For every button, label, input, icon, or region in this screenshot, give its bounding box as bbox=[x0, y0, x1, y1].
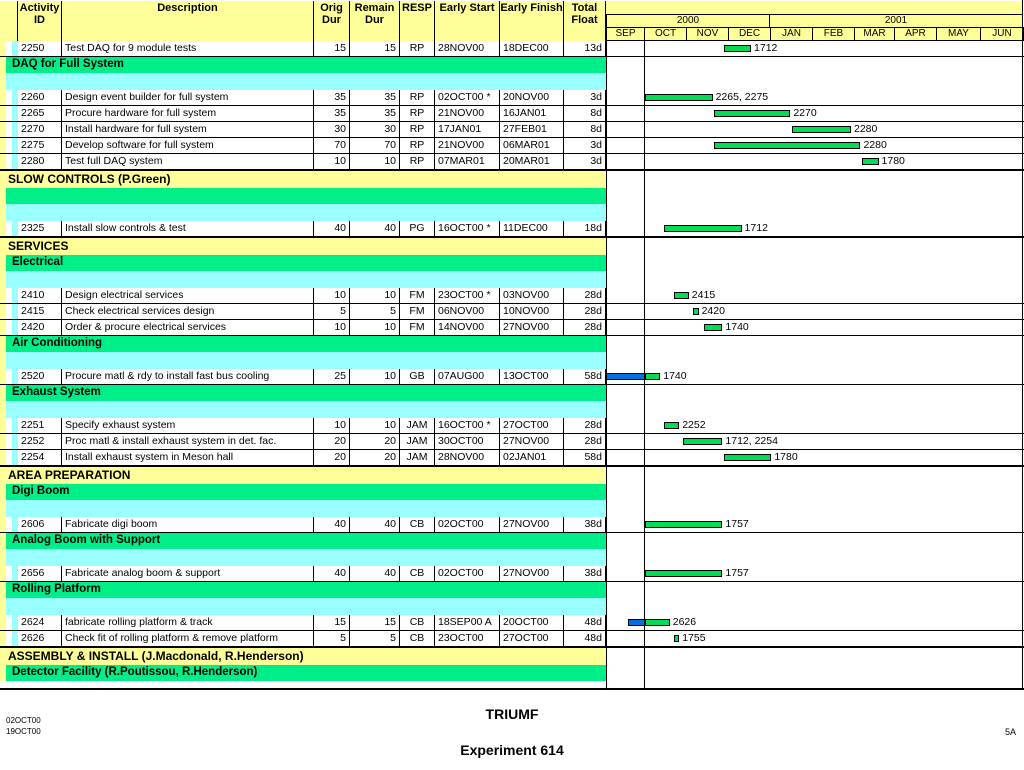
gantt-bar[interactable] bbox=[862, 158, 879, 165]
orig-dur: 70 bbox=[314, 138, 350, 153]
total-float: 38d bbox=[564, 566, 606, 581]
early-start: 28NOV00 bbox=[435, 450, 500, 465]
group-header[interactable] bbox=[0, 665, 606, 681]
activity-row[interactable] bbox=[0, 106, 1024, 122]
activity-id: 2270 bbox=[18, 122, 62, 137]
successor-label: 2420 bbox=[701, 305, 725, 317]
group-spacer bbox=[0, 271, 606, 288]
activity-id: 2626 bbox=[18, 631, 62, 646]
col-resp[interactable]: RESP bbox=[400, 1, 435, 41]
resp: GB bbox=[400, 369, 435, 384]
orig-dur: 10 bbox=[314, 418, 350, 433]
total-float: 58d bbox=[564, 369, 606, 384]
remain-dur: 20 bbox=[350, 434, 400, 449]
successor-label: 2280 bbox=[854, 123, 878, 135]
group-header[interactable] bbox=[0, 238, 606, 255]
resp: RP bbox=[400, 138, 435, 153]
group-spacer bbox=[0, 500, 606, 517]
early-finish: 27OCT00 bbox=[500, 418, 564, 433]
column-header bbox=[0, 0, 1024, 41]
total-float: 28d bbox=[564, 434, 606, 449]
group-header[interactable] bbox=[0, 648, 606, 665]
remain-dur: 10 bbox=[350, 288, 400, 303]
early-start: 16OCT00 * bbox=[435, 418, 500, 433]
successor-label: 1757 bbox=[725, 567, 749, 579]
col-early-start[interactable]: Early Start bbox=[435, 1, 500, 41]
activity-row[interactable] bbox=[0, 434, 1024, 450]
early-start: 21NOV00 bbox=[435, 106, 500, 121]
early-finish: 20OCT00 bbox=[500, 615, 564, 630]
successor-label: 2270 bbox=[793, 107, 817, 119]
activity-id: 2420 bbox=[18, 320, 62, 335]
gantt-bar[interactable] bbox=[792, 126, 851, 133]
early-finish: 27NOV00 bbox=[500, 434, 564, 449]
total-float: 8d bbox=[564, 122, 606, 137]
activity-row[interactable] bbox=[0, 631, 1024, 647]
activity-description: Procure hardware for full system bbox=[62, 106, 314, 121]
gantt-bar[interactable] bbox=[645, 619, 669, 626]
orig-dur: 40 bbox=[314, 566, 350, 581]
group-spacer bbox=[0, 598, 606, 615]
remain-dur: 15 bbox=[350, 41, 400, 56]
early-start: 17JAN01 bbox=[435, 122, 500, 137]
progress-bar[interactable] bbox=[606, 373, 645, 380]
group-header[interactable] bbox=[0, 171, 606, 188]
total-float: 18d bbox=[564, 221, 606, 236]
total-float: 3d bbox=[564, 138, 606, 153]
activity-id: 2520 bbox=[18, 369, 62, 384]
orig-dur: 5 bbox=[314, 304, 350, 319]
activity-id: 2251 bbox=[18, 418, 62, 433]
footer bbox=[0, 688, 1024, 770]
wbs-title: SLOW CONTROLS (P.Green) bbox=[8, 172, 171, 186]
activity-description: Test DAQ for 9 module tests bbox=[62, 41, 314, 56]
successor-label: 2626 bbox=[672, 616, 697, 628]
activity-description: Fabricate digi boom bbox=[62, 517, 314, 532]
col-activity-id[interactable]: Activity ID bbox=[18, 1, 62, 41]
resp: RP bbox=[400, 90, 435, 105]
early-finish: 11DEC00 bbox=[500, 221, 564, 236]
resp: RP bbox=[400, 154, 435, 169]
group-header[interactable] bbox=[0, 582, 606, 598]
orig-dur: 35 bbox=[314, 106, 350, 121]
year-2001: 2001 bbox=[769, 14, 1023, 28]
resp: PG bbox=[400, 221, 435, 236]
gantt-bar[interactable] bbox=[645, 570, 722, 577]
activity-row[interactable] bbox=[0, 138, 1024, 154]
early-finish: 27FEB01 bbox=[500, 122, 564, 137]
activity-description: Test full DAQ system bbox=[62, 154, 314, 169]
early-finish: 06MAR01 bbox=[500, 138, 564, 153]
activity-id: 2656 bbox=[18, 566, 62, 581]
gantt-bar[interactable] bbox=[664, 422, 679, 429]
wbs-title: ASSEMBLY & INSTALL (J.Macdonald, R.Henderson) bbox=[8, 649, 304, 663]
early-start: 23OCT00 * bbox=[435, 288, 500, 303]
gantt-bar[interactable] bbox=[674, 635, 679, 642]
successor-label: 1712 bbox=[744, 222, 768, 234]
activity-row[interactable] bbox=[0, 304, 1024, 320]
header-spacer bbox=[0, 1, 18, 41]
orig-dur: 30 bbox=[314, 122, 350, 137]
orig-dur: 10 bbox=[314, 320, 350, 335]
early-start: 30OCT00 bbox=[435, 434, 500, 449]
activity-description: Fabricate analog boom & support bbox=[62, 566, 314, 581]
gantt-bar[interactable] bbox=[645, 373, 660, 380]
group-header[interactable] bbox=[0, 533, 606, 549]
gantt-bar[interactable] bbox=[645, 94, 712, 101]
gantt-bar[interactable] bbox=[724, 45, 751, 52]
activity-row[interactable] bbox=[0, 221, 1024, 237]
successor-label: 1780 bbox=[881, 155, 905, 167]
remain-dur: 10 bbox=[350, 418, 400, 433]
wbs-subtitle: DAQ for Full System bbox=[12, 58, 124, 70]
activity-description: Install hardware for full system bbox=[62, 122, 314, 137]
activity-row[interactable] bbox=[0, 615, 1024, 631]
chart-right-border bbox=[1022, 0, 1023, 688]
activity-description: Order & procure electrical services bbox=[62, 320, 314, 335]
month-nov: NOV bbox=[686, 27, 729, 41]
early-finish: 27OCT00 bbox=[500, 631, 564, 646]
activity-row[interactable] bbox=[0, 288, 1024, 304]
group-header[interactable] bbox=[0, 336, 606, 352]
col-description[interactable]: Description bbox=[62, 1, 314, 41]
activity-id: 2410 bbox=[18, 288, 62, 303]
wbs-subtitle: Analog Boom with Support bbox=[12, 534, 161, 546]
total-float: 28d bbox=[564, 304, 606, 319]
resp: CB bbox=[400, 615, 435, 630]
gantt-bar[interactable] bbox=[714, 142, 860, 149]
activity-description: Install exhaust system in Meson hall bbox=[62, 450, 314, 465]
early-finish: 20MAR01 bbox=[500, 154, 564, 169]
early-finish: 20NOV00 bbox=[500, 90, 564, 105]
gantt-bar[interactable] bbox=[674, 292, 689, 299]
col-early-finish[interactable]: Early Finish bbox=[500, 1, 564, 41]
wbs-subtitle: Exhaust System bbox=[12, 386, 101, 398]
orig-dur: 10 bbox=[314, 154, 350, 169]
remain-dur: 20 bbox=[350, 450, 400, 465]
orig-dur: 5 bbox=[314, 631, 350, 646]
footer-date-1: 02OCT00 bbox=[6, 716, 41, 725]
orig-dur: 25 bbox=[314, 369, 350, 384]
activity-id: 2415 bbox=[18, 304, 62, 319]
orig-dur: 40 bbox=[314, 221, 350, 236]
resp: CB bbox=[400, 517, 435, 532]
activity-id: 2606 bbox=[18, 517, 62, 532]
total-float: 3d bbox=[564, 90, 606, 105]
month-dec: DEC bbox=[728, 27, 771, 41]
early-start: 21NOV00 bbox=[435, 138, 500, 153]
wbs-subtitle: Electrical bbox=[12, 256, 64, 268]
remain-dur: 70 bbox=[350, 138, 400, 153]
orig-dur: 20 bbox=[314, 434, 350, 449]
successor-label: 2252 bbox=[682, 419, 706, 431]
group-header[interactable] bbox=[0, 467, 606, 484]
remain-dur: 40 bbox=[350, 517, 400, 532]
remain-dur: 10 bbox=[350, 320, 400, 335]
total-float: 13d bbox=[564, 41, 606, 56]
early-finish: 18DEC00 bbox=[500, 41, 564, 56]
early-finish: 13OCT00 bbox=[500, 369, 564, 384]
col-remain-dur[interactable]: Remain Dur bbox=[350, 1, 400, 41]
activity-id: 2260 bbox=[18, 90, 62, 105]
resp: FM bbox=[400, 288, 435, 303]
total-float: 48d bbox=[564, 631, 606, 646]
successor-label: 1712, 2254 bbox=[725, 435, 778, 447]
month-feb: FEB bbox=[812, 27, 855, 41]
gantt-bar[interactable] bbox=[664, 225, 741, 232]
group-header[interactable] bbox=[0, 188, 606, 204]
early-start: 28NOV00 bbox=[435, 41, 500, 56]
total-float: 38d bbox=[564, 517, 606, 532]
remain-dur: 35 bbox=[350, 106, 400, 121]
successor-label: 1740 bbox=[725, 321, 749, 333]
resp: CB bbox=[400, 566, 435, 581]
resp: JAM bbox=[400, 434, 435, 449]
orig-dur: 20 bbox=[314, 450, 350, 465]
activity-id: 2265 bbox=[18, 106, 62, 121]
early-start: 16OCT00 * bbox=[435, 221, 500, 236]
month-apr: APR bbox=[894, 27, 937, 41]
activity-id: 2624 bbox=[18, 615, 62, 630]
total-float: 48d bbox=[564, 615, 606, 630]
col-total-float[interactable]: Total Float bbox=[564, 1, 606, 41]
activity-description: Check electrical services design bbox=[62, 304, 314, 319]
activity-id: 2250 bbox=[18, 41, 62, 56]
orig-dur: 10 bbox=[314, 288, 350, 303]
remain-dur: 5 bbox=[350, 304, 400, 319]
activity-id: 2280 bbox=[18, 154, 62, 169]
early-start: 18SEP00 A bbox=[435, 615, 500, 630]
resp: RP bbox=[400, 106, 435, 121]
activity-row[interactable] bbox=[0, 320, 1024, 336]
gantt-bar[interactable] bbox=[714, 110, 790, 117]
group-spacer bbox=[0, 549, 606, 566]
early-finish: 16JAN01 bbox=[500, 106, 564, 121]
activity-description: Design event builder for full system bbox=[62, 90, 314, 105]
early-finish: 03NOV00 bbox=[500, 288, 564, 303]
resp: JAM bbox=[400, 418, 435, 433]
footer-org: TRIUMF bbox=[485, 706, 539, 722]
resp: CB bbox=[400, 631, 435, 646]
early-start: 02OCT00 bbox=[435, 517, 500, 532]
month-jun: JUN bbox=[980, 27, 1024, 41]
total-float: 8d bbox=[564, 106, 606, 121]
wbs-title: AREA PREPARATION bbox=[8, 468, 131, 482]
activity-description: Develop software for full system bbox=[62, 138, 314, 153]
successor-label: 2415 bbox=[691, 289, 716, 301]
activity-description: Design electrical services bbox=[62, 288, 314, 303]
footer-date-2: 19OCT00 bbox=[6, 727, 41, 736]
activity-description: Procure matl & rdy to install fast bus cooling bbox=[62, 369, 314, 384]
early-finish: 27NOV00 bbox=[500, 320, 564, 335]
orig-dur: 35 bbox=[314, 90, 350, 105]
successor-label: 2265, 2275 bbox=[715, 91, 769, 103]
resp: FM bbox=[400, 304, 435, 319]
data-date-line bbox=[644, 41, 645, 688]
gantt-bar[interactable] bbox=[704, 324, 722, 331]
gantt-bar[interactable] bbox=[683, 438, 722, 445]
successor-label: 1780 bbox=[774, 451, 798, 463]
activity-description: Specify exhaust system bbox=[62, 418, 314, 433]
resp: RP bbox=[400, 41, 435, 56]
remain-dur: 15 bbox=[350, 615, 400, 630]
group-header[interactable] bbox=[0, 385, 606, 401]
gantt-bar[interactable] bbox=[724, 454, 772, 461]
resp: JAM bbox=[400, 450, 435, 465]
group-header[interactable] bbox=[0, 57, 606, 73]
gantt-bar[interactable] bbox=[693, 308, 699, 315]
footer-project: Experiment 614 bbox=[460, 742, 564, 758]
orig-dur: 40 bbox=[314, 517, 350, 532]
wbs-subtitle: Rolling Platform bbox=[12, 583, 101, 595]
activity-row[interactable] bbox=[0, 41, 1024, 57]
activity-row[interactable] bbox=[0, 122, 1024, 138]
activity-id: 2275 bbox=[18, 138, 62, 153]
resp: FM bbox=[400, 320, 435, 335]
activity-row[interactable] bbox=[0, 450, 1024, 466]
group-spacer bbox=[0, 401, 606, 418]
successor-label: 1740 bbox=[663, 370, 687, 382]
orig-dur: 15 bbox=[314, 41, 350, 56]
wbs-subtitle: Detector Facility (R.Poutissou, R.Henderson) bbox=[12, 666, 258, 678]
early-start: 14NOV00 bbox=[435, 320, 500, 335]
early-finish: 27NOV00 bbox=[500, 566, 564, 581]
resp: RP bbox=[400, 122, 435, 137]
group-header[interactable] bbox=[0, 255, 606, 271]
early-start: 07MAR01 bbox=[435, 154, 500, 169]
group-spacer bbox=[0, 352, 606, 369]
wbs-title: SERVICES bbox=[8, 239, 69, 253]
col-orig-dur[interactable]: Orig Dur bbox=[314, 1, 350, 41]
activity-id: 2254 bbox=[18, 450, 62, 465]
successor-label: 2280 bbox=[863, 139, 887, 151]
early-finish: 02JAN01 bbox=[500, 450, 564, 465]
chart-left-border bbox=[606, 41, 607, 688]
remain-dur: 10 bbox=[350, 369, 400, 384]
group-spacer bbox=[0, 73, 606, 90]
activity-row[interactable] bbox=[0, 369, 1024, 385]
total-float: 28d bbox=[564, 320, 606, 335]
activity-row[interactable] bbox=[0, 418, 1024, 434]
group-header[interactable] bbox=[0, 484, 606, 500]
total-float: 28d bbox=[564, 288, 606, 303]
progress-bar[interactable] bbox=[628, 619, 646, 626]
activity-description: Install slow controls & test bbox=[62, 221, 314, 236]
year-2000: 2000 bbox=[606, 14, 770, 28]
activity-id: 2325 bbox=[18, 221, 62, 236]
total-float: 3d bbox=[564, 154, 606, 169]
successor-label: 1757 bbox=[725, 518, 749, 530]
group-spacer bbox=[0, 204, 606, 221]
activity-description: Check fit of rolling platform & remove platform bbox=[62, 631, 314, 646]
month-may: MAY bbox=[936, 27, 981, 41]
early-start: 06NOV00 bbox=[435, 304, 500, 319]
remain-dur: 5 bbox=[350, 631, 400, 646]
activity-row[interactable] bbox=[0, 90, 1024, 106]
gantt-bar[interactable] bbox=[645, 521, 722, 528]
activity-row[interactable] bbox=[0, 517, 1024, 533]
month-jan: JAN bbox=[770, 27, 813, 41]
successor-label: 1712 bbox=[754, 42, 778, 54]
remain-dur: 35 bbox=[350, 90, 400, 105]
activity-description: fabricate rolling platform & track bbox=[62, 615, 314, 630]
remain-dur: 10 bbox=[350, 154, 400, 169]
early-start: 02OCT00 bbox=[435, 566, 500, 581]
remain-dur: 40 bbox=[350, 566, 400, 581]
month-oct: OCT bbox=[644, 27, 687, 41]
early-start: 07AUG00 bbox=[435, 369, 500, 384]
activity-description: Proc matl & install exhaust system in det. fac. bbox=[62, 434, 314, 449]
remain-dur: 30 bbox=[350, 122, 400, 137]
activity-row[interactable] bbox=[0, 566, 1024, 582]
total-float: 28d bbox=[564, 418, 606, 433]
footer-page: 5A bbox=[1004, 727, 1016, 737]
early-finish: 10NOV00 bbox=[500, 304, 564, 319]
orig-dur: 15 bbox=[314, 615, 350, 630]
wbs-subtitle: Digi Boom bbox=[12, 485, 70, 497]
month-sep: SEP bbox=[606, 27, 645, 41]
total-float: 58d bbox=[564, 450, 606, 465]
remain-dur: 40 bbox=[350, 221, 400, 236]
early-start: 02OCT00 * bbox=[435, 90, 500, 105]
wbs-subtitle: Air Conditioning bbox=[12, 337, 103, 349]
early-start: 23OCT00 bbox=[435, 631, 500, 646]
activity-id: 2252 bbox=[18, 434, 62, 449]
early-finish: 27NOV00 bbox=[500, 517, 564, 532]
month-mar: MAR bbox=[854, 27, 895, 41]
successor-label: 1755 bbox=[682, 632, 706, 644]
activity-row[interactable] bbox=[0, 154, 1024, 170]
